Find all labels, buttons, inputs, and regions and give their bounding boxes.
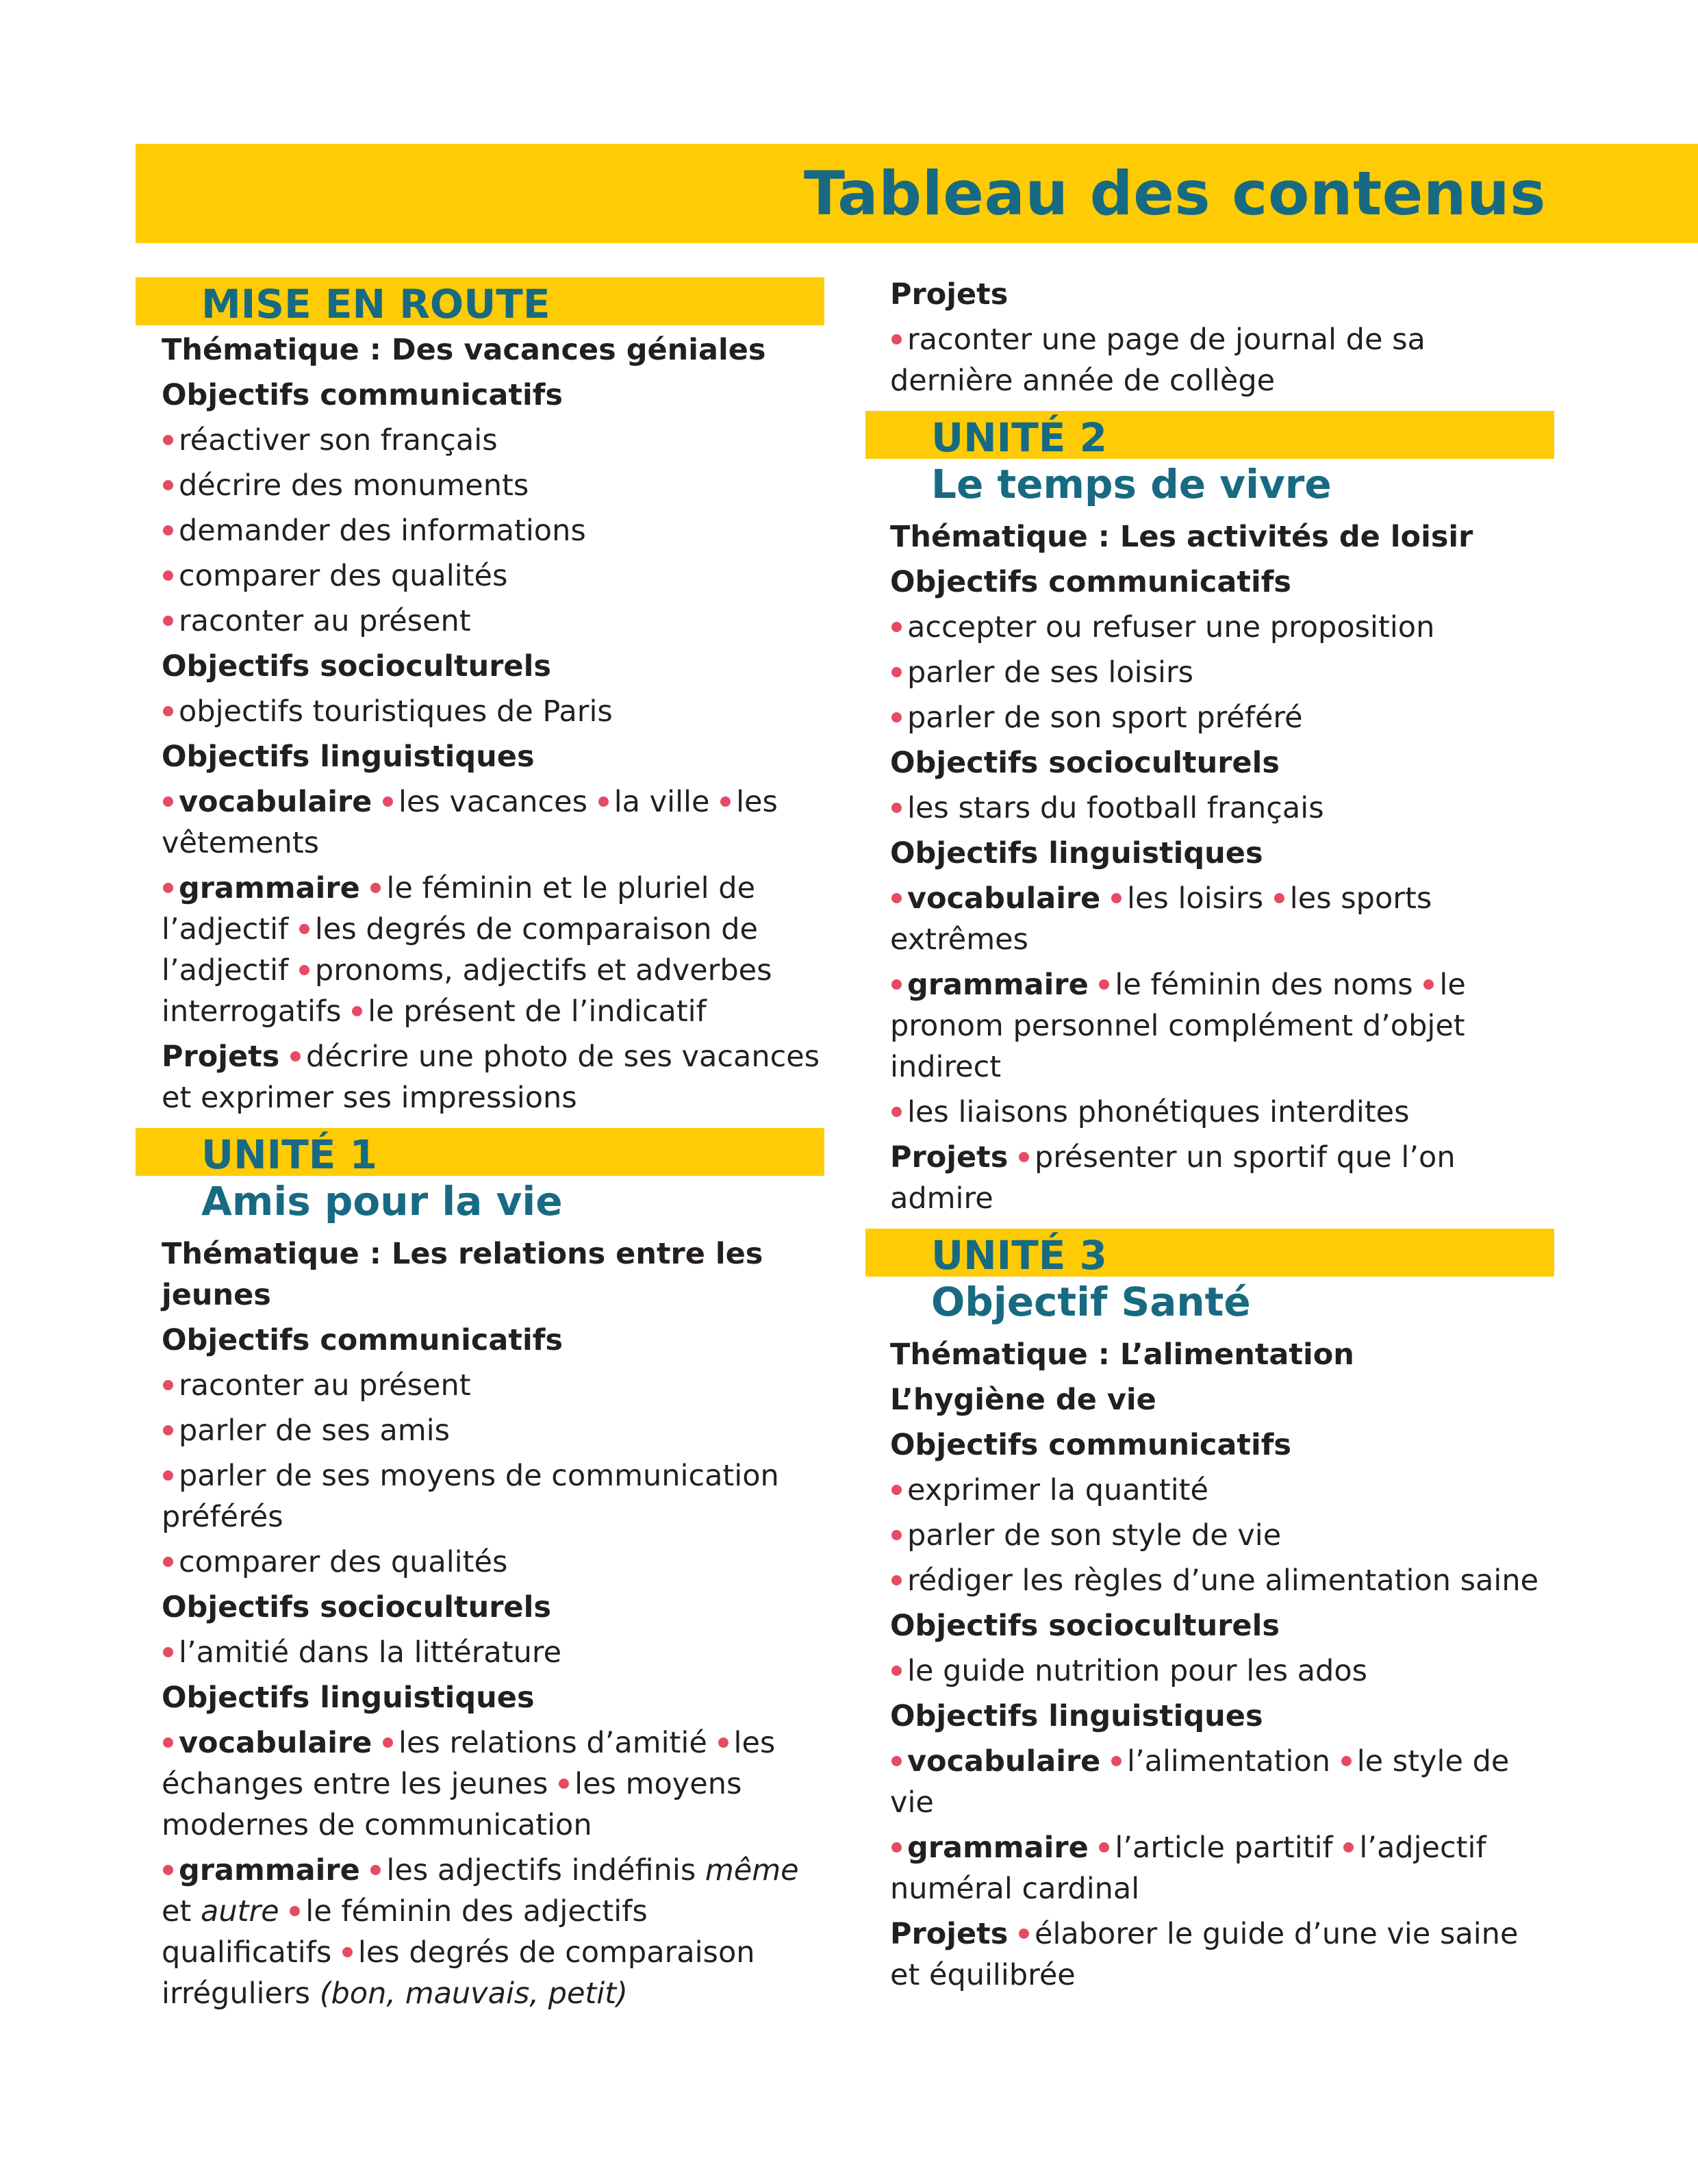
bullet-icon [383,1737,393,1748]
bullet-icon [370,883,381,893]
list-item: raconter au présent [162,1365,824,1406]
section-subtitle: Objectif Santé [931,1279,1251,1325]
bullet-icon [1099,979,1109,990]
bullet-icon [891,1485,902,1495]
section-unite-1-projets [865,274,1557,401]
list-item: parler de ses moyens de communication préférés [162,1459,779,1534]
objectives-heading: Objectifs socioculturels [162,1590,551,1624]
projets-heading: Projets [890,277,1009,312]
list-item: raconter une page de journal de sa dernière année de collège [890,323,1425,398]
bullet-icon [163,480,173,490]
bullet-icon [891,712,902,723]
bullet-icon [891,1666,902,1676]
section-title: UNITÉ 2 [865,411,1554,459]
thematique: Thématique : Des vacances géniales [162,333,766,367]
bullet-icon [891,334,902,344]
list-item: objectifs touristiques de Paris [162,691,824,732]
bullet-icon [163,796,173,807]
bullet-icon [891,979,902,990]
bullet-icon [891,667,902,677]
objectives-heading: Objectifs socioculturels [890,746,1280,780]
list-item: demander des informations [162,510,824,551]
bullet-icon [1099,1842,1109,1853]
bullet-icon [891,1842,902,1853]
list-item: rédiger les règles d’une alimentation saine [890,1560,1557,1601]
bullet-icon [163,1380,173,1390]
list-item: les liaisons phonétiques interdites [890,1092,1557,1133]
list-item: vocabulaire les loisirs les sports extrêmes [890,881,1432,957]
bullet-icon [1343,1842,1354,1853]
bullet-icon [1341,1756,1352,1766]
objectives-heading: Objectifs socioculturels [890,1609,1280,1643]
bullet-icon [891,1756,902,1766]
bullet-icon [891,893,902,903]
objectives-heading: Objectifs linguistiques [162,740,535,774]
list-item: grammaire les adjectifs indéfinis même et autre le féminin des adjectifs qualificatifs les degrés de comparaison irréguliers (bon, mauvais, petit) [162,1853,799,2011]
section-subtitle: Amis pour la vie [201,1178,563,1225]
section-title: UNITÉ 1 [136,1128,824,1176]
list-item: comparer des qualités [162,555,824,597]
left-column [136,277,824,2018]
section-subtitle: Le temps de vivre [931,461,1332,507]
bullet-icon [163,616,173,626]
thematique: Thématique : L’alimentation [890,1338,1354,1372]
list-item: grammaire le féminin et le pluriel de l’adjectif les degrés de comparaison de l’adjectif pronoms, adjectifs et adverbes interrogatifs le présent de l’indicatif [162,871,772,1029]
bullet-icon [891,622,902,632]
objectives-heading: Objectifs linguistiques [162,1681,535,1715]
list-item: parler de ses amis [162,1410,824,1451]
bullet-icon [1111,1756,1122,1766]
bullet-icon [163,1737,173,1748]
list-item: parler de ses loisirs [890,652,1557,693]
bullet-icon [290,1906,300,1916]
bullet-icon [559,1779,569,1789]
list-item: Projets présenter un sportif que l’on admire [890,1140,1456,1216]
objectives-heading: Objectifs socioculturels [162,649,551,683]
bullet-icon [163,706,173,716]
list-item: Projets élaborer le guide d’une vie saine et équilibrée [890,1917,1519,1992]
bullet-icon [891,803,902,813]
thematique-2: L’hygiène de vie [890,1383,1156,1417]
objectives-heading: Objectifs communicatifs [890,565,1292,599]
thematique: Thématique : Les relations entre les jeunes [162,1237,763,1312]
bullet-icon [1274,893,1284,903]
list-item: vocabulaire les relations d’amitié les échanges entre les jeunes les moyens modernes de communication [162,1726,776,1842]
bullet-icon [163,435,173,445]
list-item: grammaire l’article partitif l’adjectif numéral cardinal [890,1831,1486,1906]
bullet-icon [1423,979,1434,990]
list-item: exprimer la quantité [890,1470,1557,1511]
bullet-icon [163,570,173,581]
list-item: les stars du football français [890,788,1557,829]
list-item: vocabulaire l’alimentation le style de vie [890,1744,1510,1820]
bullet-icon [598,796,609,807]
bullet-icon [891,1107,902,1117]
bullet-icon [299,965,309,975]
bullet-icon [720,796,731,807]
list-item: le guide nutrition pour les ados [890,1650,1557,1692]
objectives-heading: Objectifs communicatifs [162,1323,563,1357]
list-item: décrire des monuments [162,465,824,506]
bullet-icon [383,796,393,807]
bullet-icon [342,1947,353,1957]
list-item: Projets décrire une photo de ses vacances et exprimer ses impressions [162,1040,820,1115]
bullet-icon [1019,1929,1029,1939]
bullet-icon [290,1051,301,1062]
bullet-icon [718,1737,728,1748]
right-column [865,274,1557,2000]
section-title: MISE EN ROUTE [136,277,824,325]
bullet-icon [1019,1152,1029,1162]
bullet-icon [163,1470,173,1481]
bullet-icon [370,1865,381,1875]
bullet-icon [352,1006,362,1016]
list-item: l’amitié dans la littérature [162,1632,824,1673]
bullet-icon [163,1557,173,1567]
bullet-icon [1111,893,1122,903]
bullet-icon [163,1425,173,1435]
list-item: grammaire le féminin des noms le pronom personnel complément d’objet indirect [890,968,1466,1084]
section-mise-en-route [136,277,824,1118]
objectives-heading: Objectifs linguistiques [890,1699,1263,1733]
list-item: vocabulaire les vacances la ville les vêtements [162,785,778,860]
title-banner [136,144,1698,243]
list-item: réactiver son français [162,420,824,461]
objectives-heading: Objectifs linguistiques [890,836,1263,870]
bullet-icon [163,525,173,536]
list-item: raconter au présent [162,601,824,642]
bullet-icon [891,1575,902,1585]
bullet-icon [163,1647,173,1657]
section-title: UNITÉ 3 [865,1229,1554,1277]
bullet-icon [891,1530,902,1540]
bullet-icon [163,1865,173,1875]
thematique: Thématique : Les activités de loisir [890,520,1473,554]
bullet-icon [299,924,309,934]
page-title: Tableau des contenus [804,158,1546,229]
list-item: accepter ou refuser une proposition [890,607,1557,648]
list-item: comparer des qualités [162,1542,824,1583]
section-unite-3 [865,1229,1557,1996]
list-item: parler de son style de vie [890,1515,1557,1556]
objectives-heading: Objectifs communicatifs [162,378,563,412]
objectives-heading: Objectifs communicatifs [890,1428,1292,1462]
bullet-icon [163,883,173,893]
section-unite-2 [865,411,1557,1219]
list-item: parler de son sport préféré [890,697,1557,738]
section-unite-1 [136,1128,824,2014]
